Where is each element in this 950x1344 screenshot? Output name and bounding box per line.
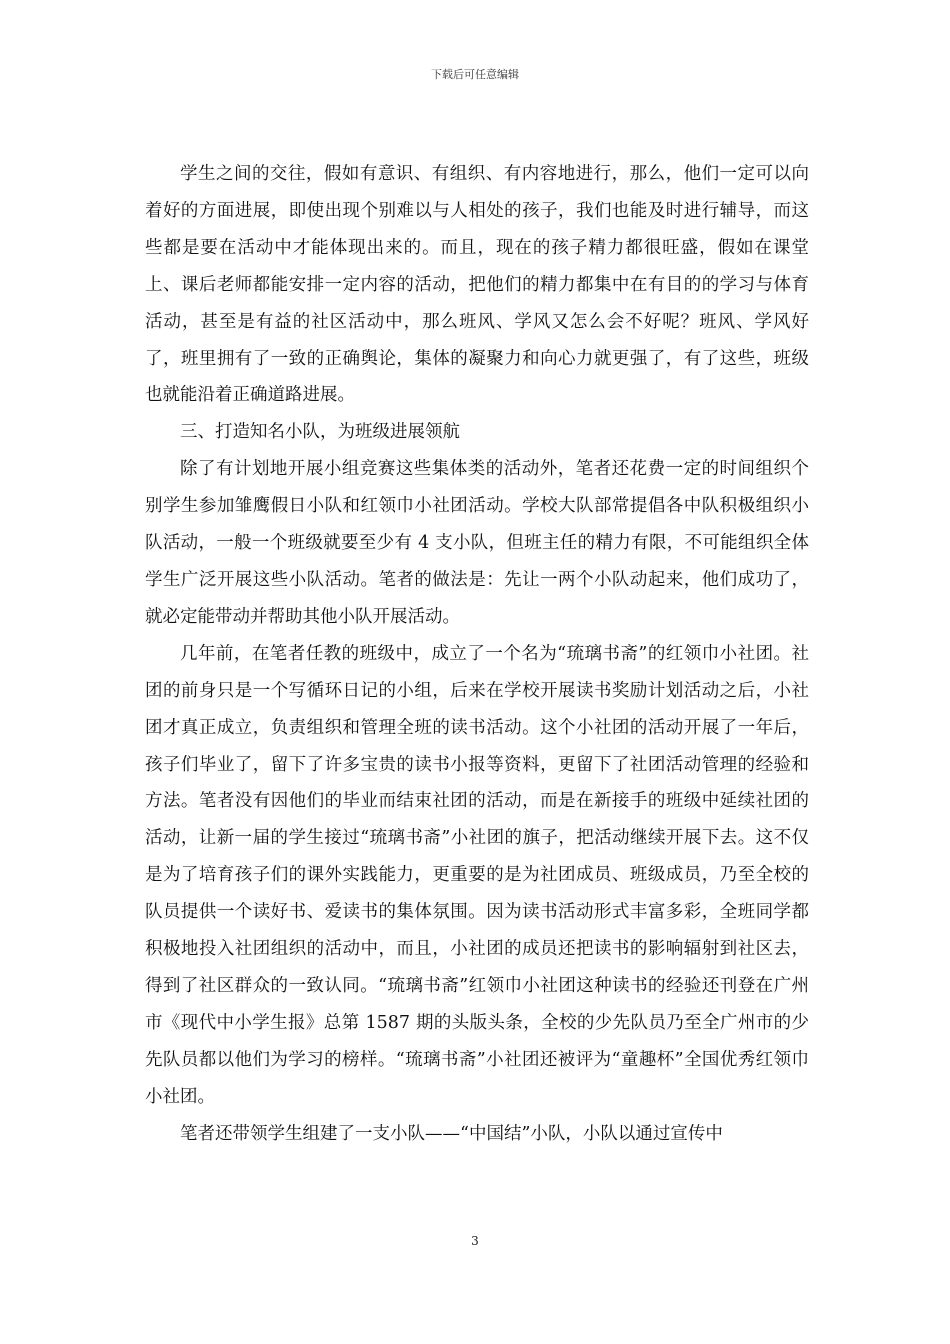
paragraph: 几年前，在笔者任教的班级中，成立了一个名为“琉璃书斋”的红领巾小社团。社团的前身只是一个写循环日记的小组，后来在学校开展读书奖励计划活动之后，小社团才真正成立，负责组织和管理全班的读书活动。这个小社团的活动开展了一年后，孩子们毕业了，留下了许多宝贵的读书小报等资料，更留下了社团活动管理的经验和方法。笔者没有因他们的毕业而结束社团的活动，而是在新接手的班级中延续社团的活动，让新一届的学生接过“琉璃书斋”小社团的旗子，把活动继续开展下去。这不仅是为了培育孩子们的课外实践能力，更重要的是为社团成员、班级成员，乃至全校的队员提供一个读好书、爱读书的集体氛围。因为读书活动形式丰富多彩，全班同学都积极地投入社团组织的活动中，而且，小社团的成员还把读书的影响辐射到社区去，得到了社区群众的一致认同。“琉璃书斋”红领巾小社团这种读书的经验还刊登在广州市《现代中小学生报》总第 1587 期的头版头条，全校的少先队员乃至全广州市的少先队员都以他们为学习的榜样。“琉璃书斋”小社团还被评为“童趣杯”全国优秀红领巾小社团。 bbox=[145, 643, 809, 1107]
page-header: 下载后可任意编辑 bbox=[431, 68, 519, 81]
paragraph: 笔者还带领学生组建了一支小队——“中国结”小队，小队以通过宣传中 bbox=[180, 1123, 723, 1144]
section-heading: 三、打造知名小队，为班级进展领航 bbox=[180, 422, 460, 443]
document-body bbox=[145, 156, 809, 1152]
page-number: 3 bbox=[471, 1234, 479, 1248]
paragraph: 学生之间的交往，假如有意识、有组织、有内容地进行，那么，他们一定可以向着好的方面进展，即使出现个别难以与人相处的孩子，我们也能及时进行辅导，而这些都是要在活动中才能体现出来的。而且，现在的孩子精力都很旺盛，假如在课堂上、课后老师都能安排一定内容的活动，把他们的精力都集中在有目的的学习与体育活动，甚至是有益的社区活动中，那么班风、学风又怎么会不好呢？班风、学风好了，班里拥有了一致的正确舆论，集体的凝聚力和向心力就更强了，有了这些，班级也就能沿着正确道路进展。 bbox=[145, 164, 809, 406]
paragraph: 除了有计划地开展小组竞赛这些集体类的活动外，笔者还花费一定的时间组织个别学生参加雏鹰假日小队和红领巾小社团活动。学校大队部常提倡各中队积极组织小队活动，一般一个班级就要至少有 4 支小队，但班主任的精力有限，不可能组织全体学生广泛开展这些小队活动。笔者的做法是：先让一两个小队动起来，他们成功了，就必定能带动并帮助其他小队开展活动。 bbox=[145, 459, 809, 627]
